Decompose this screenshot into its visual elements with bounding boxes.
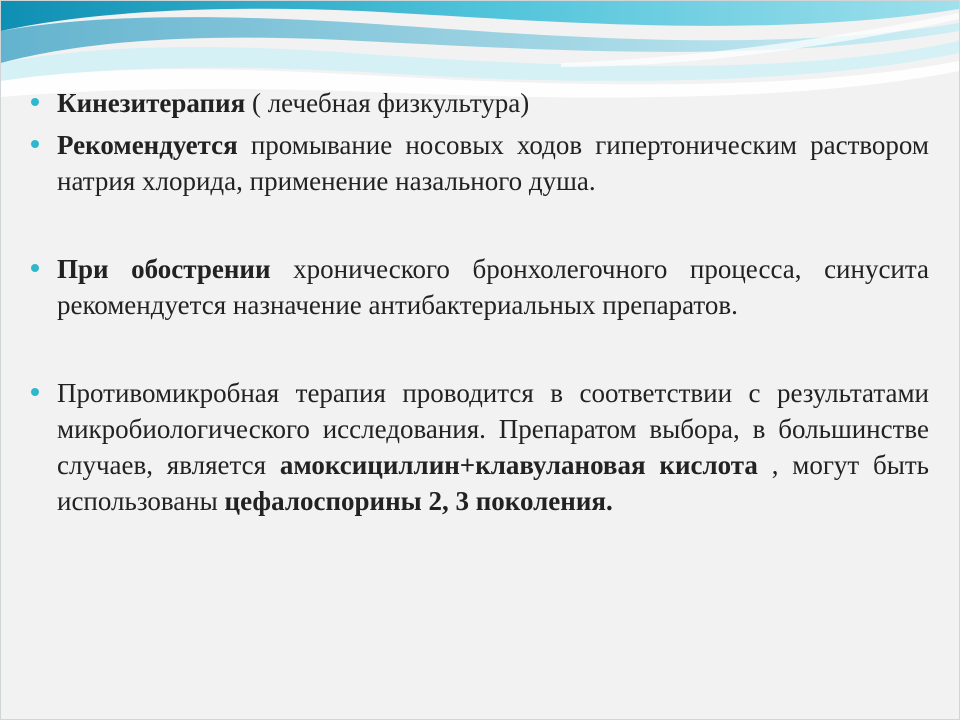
- bullet-text: промывание носовых ходов гипертоническим раствором натрия хлорида, применение назального душа.: [57, 130, 929, 196]
- bullet-text: Противомикробная терапия проводится в соответствии с результатами микробиологического исследования. Препаратом выбора, в большинстве случаев, является: [57, 378, 929, 480]
- bullet-list: [31, 85, 929, 519]
- bullet-bold-text: Кинезитерапия: [57, 88, 246, 118]
- slide-content: [31, 85, 929, 519]
- bullet-bold-text: амоксициллин+клавулановая кислота: [279, 450, 758, 480]
- bullet-text: , могут быть использованы: [57, 450, 929, 516]
- bullet-item: [31, 375, 929, 519]
- bullet-bold-text: Рекомендуется: [57, 130, 238, 160]
- bullet-text: хронического бронхолегочного процесса, синусита рекомендуется назначение антибактериальных препаратов.: [57, 254, 929, 320]
- bullet-item: [31, 85, 929, 121]
- bullet-dot-icon: [31, 388, 39, 396]
- bullet-text: ( лечебная физкультура): [245, 88, 530, 118]
- bullet-bold-text: цефалоспорины 2, 3 поколения.: [224, 486, 613, 516]
- bullet-dot-icon: [31, 140, 39, 148]
- bullet-bold-text: При обострении: [57, 254, 271, 284]
- bullet-item: [31, 251, 929, 323]
- bullet-item: [31, 127, 929, 199]
- bullet-dot-icon: [31, 98, 39, 106]
- bullet-dot-icon: [31, 264, 39, 272]
